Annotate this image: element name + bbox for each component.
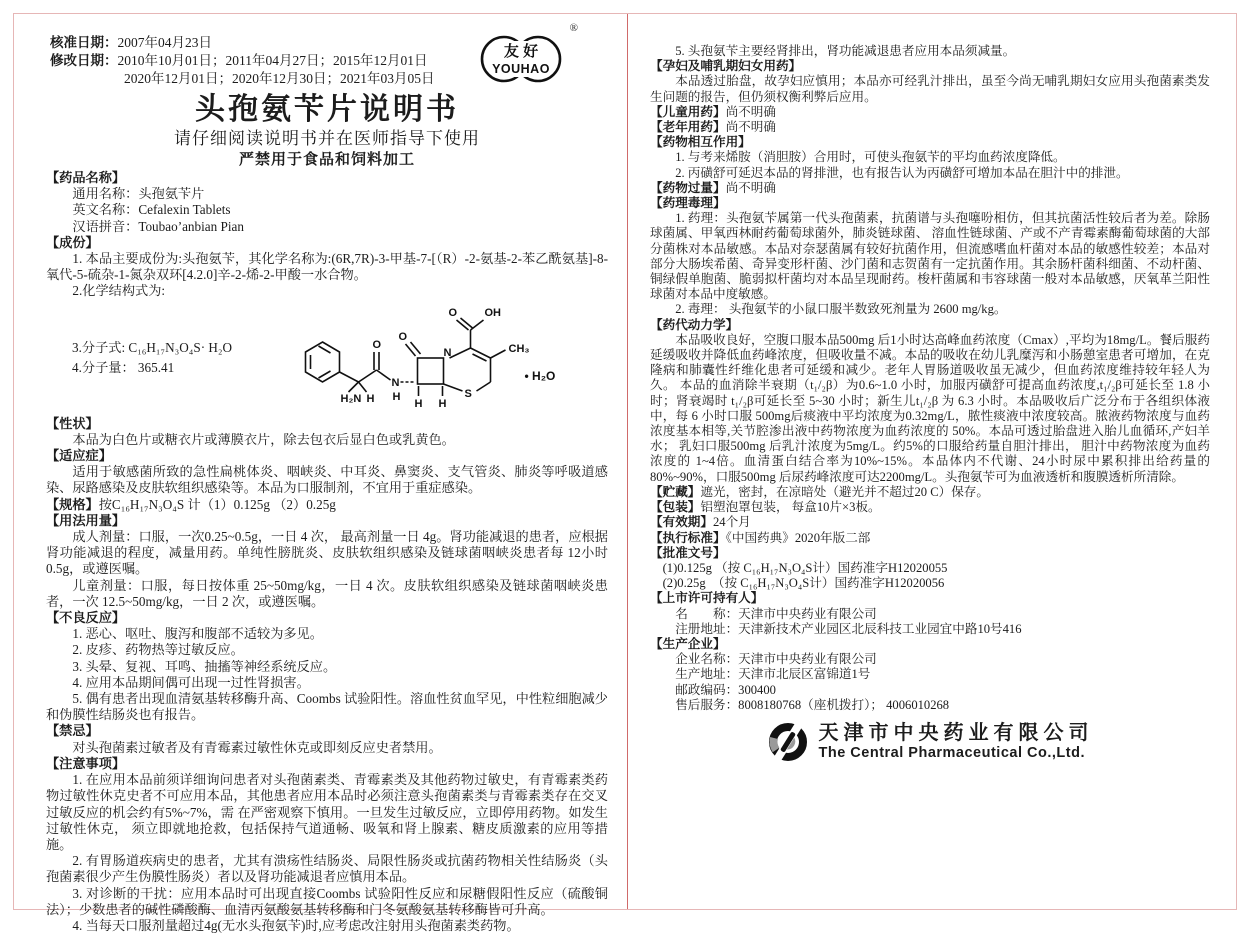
validity-line xyxy=(650,515,1210,530)
youhao-en-text: YOUHAO xyxy=(492,62,550,76)
composition-structure-label: 2.化学结构式为: xyxy=(72,283,166,299)
youhao-logo-icon xyxy=(472,30,572,88)
atom-oh-label: OH xyxy=(484,306,501,319)
atom-h2n-label: H₂N xyxy=(340,392,362,405)
storage-text: 遮光，密封，在凉暗处（避光并不超过20 C）保存。 xyxy=(700,484,989,499)
contraindication-text: 对头孢菌素过敏者及有青霉素过敏性休克或即刻反应史者禁用。 xyxy=(72,739,442,755)
section-title-overdose: 【药物过量】 xyxy=(650,180,726,195)
drug-english-name: 英文名称：Cefalexin Tablets xyxy=(72,202,231,218)
atom-h-amide-label: H xyxy=(392,390,401,403)
company-logo-block xyxy=(650,721,1210,763)
atom-n-ring-label: N xyxy=(443,346,452,359)
pharmacology-text: 1. 药理：头孢氨苄属第一代头孢菌素，抗菌谱与头孢噻吩相仿，但其抗菌活性较后者为差。除肠球菌属、甲氧西林耐药葡萄球菌外，肺炎链球菌、 溶血性链球菌、产或不产青霉素酶葡萄球菌的大部分菌株对本品敏感。本品对奈瑟菌属有较好抗菌作用，但流感嗜血杆菌对本品的敏感性较差；本品对部分大肠埃希菌、奇异变形杆菌、沙门菌和志贺菌有一定抗菌作用。其余肠杆菌科细菌、不动杆菌、铜绿假单胞菌、脆弱拟杆菌均对本品呈现耐药。梭杆菌属和韦容球菌一般对本品敏感，厌氧革兰阳性球菌对本品中度敏感。 xyxy=(650,211,1210,302)
spec-line xyxy=(46,497,608,513)
leaflet-subtitle: 请仔细阅读说明书并在医师指导下使用 xyxy=(174,129,480,148)
left-column xyxy=(46,22,608,934)
registered-trademark-icon: ® xyxy=(569,22,578,34)
section-title-adverse: 【不良反应】 xyxy=(46,610,126,626)
molecular-info xyxy=(46,338,271,378)
section-title-storage: 【贮藏】 xyxy=(650,484,701,499)
section-title-drug-name: 【药品名称】 xyxy=(46,170,126,185)
standard-text: 《中国药典》2020年版二部 xyxy=(725,530,871,545)
dosage-child: 儿童剂量：口服，每日按体重 25~50mg/kg，一日 4 次。皮肤软组织感染及链球菌咽峡炎患者，一次 12.5~50mg/kg，一日 2 次，或遵医嘱。 xyxy=(46,577,608,609)
right-column xyxy=(650,44,1210,763)
adverse-item-2: 2. 皮疹、药物热等过敏反应。 xyxy=(72,642,244,658)
atom-n-amide-label: N xyxy=(391,376,400,389)
precaution-item-3: 3. 对诊断的干扰：应用本品时可出现直接Coombs 试验阳性反应和尿糖假阳性反应（硫酸铜法）；少数患者的碱性磷酸酶、血清丙氨酸氨基转移酶和门冬氨酸氨基转移酶皆可升高。 xyxy=(46,885,608,917)
section-title-dosage: 【用法用量】 xyxy=(46,512,126,528)
section-title-precautions: 【注意事项】 xyxy=(46,755,126,771)
atom-ch3-label: CH₃ xyxy=(508,342,530,355)
atom-o-amide-label: O xyxy=(372,338,382,351)
children-text: 尚不明确 xyxy=(725,104,776,119)
section-title-children: 【儿童用药】 xyxy=(650,104,726,119)
section-title-validity: 【有效期】 xyxy=(650,515,713,530)
children-line xyxy=(650,105,1210,120)
manufacturer-service: 售后服务：8008180768（座机拨打）； 4006010268 xyxy=(675,697,950,712)
section-title-pregnancy: 【孕妇及哺乳期妇女用药】 xyxy=(650,59,802,74)
approval-date-value: 2007年04月23日 xyxy=(117,35,212,50)
manufacturer-address: 生产地址：天津市北辰区富锦道1号 xyxy=(675,667,871,682)
elderly-line xyxy=(650,120,1210,135)
company-name-en: The Central Pharmaceutical Co.,Ltd. xyxy=(818,744,1085,761)
overdose-line xyxy=(650,181,1210,196)
title-block xyxy=(46,92,608,170)
holder-address: 注册地址：天津新技术产业园区北辰科技工业园宜中路10号416 xyxy=(675,621,1022,636)
section-title-pharmacokinetics: 【药代动力学】 xyxy=(650,317,739,332)
validity-text: 24个月 xyxy=(712,515,751,530)
interaction-item-2: 2. 丙磺舒可延迟本品的肾排泄，也有报告认为丙磺舒可增加本品在胆汁中的排泄。 xyxy=(675,165,1129,180)
standard-line xyxy=(650,531,1210,546)
precaution-item-1: 1. 在应用本品前须详细询问患者对头孢菌素类、青霉素类及其他药物过敏史，有青霉素类药物过敏性休克史者不可应用本品，其他患者应用本品时必须注意头孢菌素类与青霉素类存在交叉过敏反应的机会约有5%~7%，需 在严密观察下慎用。一旦发生过敏反应，立即停用药物。如发生过敏性休克， 须立即就地抢救，包括保持气道通畅、吸氧和肾上腺素、糖皮质激素的应用等措施。 xyxy=(46,772,608,852)
leaflet-title: 头孢氨苄片说明书 xyxy=(195,93,459,126)
section-title-standard: 【执行标准】 xyxy=(650,530,726,545)
adverse-item-5: 5. 偶有患者出现血清氨基转移酶升高、Coombs 试验阳性。溶血性贫血罕见，中性粒细胞减少和伪膜性结肠炎也有报告。 xyxy=(46,691,608,723)
company-name-cn: 天津市中央药业有限公司 xyxy=(818,721,1094,744)
manufacturer-zip: 邮政编码：300400 xyxy=(675,682,776,697)
drug-pinyin-name: 汉语拼音：Toubao’anbian Pian xyxy=(72,218,244,234)
adverse-item-4: 4. 应用本品期间偶可出现一过性肾损害。 xyxy=(72,674,310,690)
drug-generic-name: 通用名称：头孢氨苄片 xyxy=(72,186,205,202)
section-title-composition: 【成份】 xyxy=(46,234,99,250)
revision-date-label: 修改日期： xyxy=(50,53,118,68)
composition-chemical-name: 1. 本品主要成份为:头孢氨苄，其化学名称为:(6R,7R)-3-甲基-7-[（R）-2-氨基-2-苯乙酰氨基]-8-氧代-5-硫杂-1-氮杂双环[4.2.0]辛-2-烯-2-甲酸一水合物。 xyxy=(46,251,608,283)
indications-text: 适用于敏感菌所致的急性扁桃体炎、咽峡炎、中耳炎、鼻窦炎、支气管炎、肺炎等呼吸道感染、尿路感染及皮肤软组织感染等。本品为口服制剂，不宜用于重症感染。 xyxy=(46,464,608,496)
section-title-indications: 【适应症】 xyxy=(46,448,112,464)
section-title-spec: 【规格】 xyxy=(46,496,99,512)
chemical-structure-row xyxy=(46,302,608,414)
atom-o-cooh-label: O xyxy=(448,306,458,319)
atom-h-label: H xyxy=(366,392,375,405)
section-title-approval-number: 【批准文号】 xyxy=(650,545,726,560)
approval-number-1: (1)0.125g （按 C₁₆H₁₇N₃O₄S计）国药准字H12020055 xyxy=(662,560,948,575)
character-text: 本品为白色片或糖衣片或薄膜衣片，除去包衣后显白色或乳黄色。 xyxy=(72,431,455,447)
youhao-cn-text: 友 好 xyxy=(503,43,539,60)
storage-line xyxy=(650,485,1210,500)
pregnancy-text: 本品透过胎盘，故孕妇应慎用；本品亦可经乳汁排出，虽至今尚无哺乳期妇女应用头孢菌素类发生问题的报告，但仍须权衡利弊后应用。 xyxy=(650,74,1210,104)
section-title-manufacturer: 【生产企业】 xyxy=(650,636,726,651)
revision-date-values-1: 2010年10月01日；2011年04月27日；2015年12月01日 xyxy=(117,53,428,68)
chemical-structure-diagram xyxy=(271,302,608,414)
manufacturer-name: 企业名称：天津市中央药业有限公司 xyxy=(675,652,877,667)
revision-date-values-2: 2020年12月01日；2020年12月30日；2021年03月05日 xyxy=(124,71,435,86)
pharmacokinetics-text: 本品吸收良好，空腹口服本品500mg 后1小时达高峰血药浓度（Cmax）,平均为18mg/L。餐后服药延缓吸收并降低血药峰浓度，但吸收量不减。本品的吸收在幼儿乳糜泻和小肠憩室患者可增加，在克隆病和肺囊性纤维化患者可延缓和减少。老年人胃肠道吸收虽无减少，但血药浓度维持较年轻人为久。 本品的血消除半衰期（t₁/₂β）为0.6~1.0 小时，加服丙磺舒可提高血药浓度,t₁/₂β可延长至 1.8 小时；肾衰竭时 t₁/₂β可延长至 5~30 小时；新生儿t₁/₂β 为 6.3 小时。本品吸收后广泛分布于各组织体液中，每 6 小时口服 500mg后痰液中平均浓度为0.32mg/L，脓性痰液中浓度较高。脓液药物浓度与血药浓度基本相等,关节腔渗出液中药物浓度为血药浓度的 50%。本品可透过胎盘进入胎儿血循环,产妇羊水； 乳妇口服500mg 后乳汁浓度为5mg/L。约5%的口服给药量自胆汁排出， 胆汁中药物浓度为血药浓度的 1~4倍。血清蛋白结合率为10%~15%。本品体内不代谢、24小时尿中累积排出给药量的80%~90%，口服500mg 后尿药峰浓度可达2200mg/L。头孢氨苄可为血液透析和腹膜透析所清除。 xyxy=(650,332,1210,484)
dates-block xyxy=(46,22,608,88)
section-title-pharmacology: 【药理毒理】 xyxy=(650,196,726,211)
section-title-contraindication: 【禁忌】 xyxy=(46,723,99,739)
column-divider xyxy=(627,14,628,909)
package-line xyxy=(650,500,1210,515)
interaction-item-1: 1. 与考来烯胺（消胆胺）合用时，可使头孢氨苄的平均血药浓度降低。 xyxy=(675,150,1066,165)
section-title-character: 【性状】 xyxy=(46,415,99,431)
toxicology-text: 2. 毒理： 头孢氨苄的小鼠口服半数致死剂量为 2600 mg/kg。 xyxy=(675,302,1007,317)
company-emblem-icon xyxy=(767,721,809,763)
molecular-formula: 3.分子式: C₁₆H₁₇N₃O₄S· H₂O xyxy=(72,339,233,355)
precaution-item-5: 5. 头孢氨苄主要经肾排出，肾功能减退患者应用本品须减量。 xyxy=(675,44,1016,58)
holder-name: 名 称：天津市中央药业有限公司 xyxy=(675,606,877,621)
section-title-package: 【包装】 xyxy=(650,500,701,515)
approval-date-label: 核准日期： xyxy=(50,35,118,50)
molecular-weight: 4.分子量： 365.41 xyxy=(72,359,175,375)
hydrate-label: • H₂O xyxy=(524,368,556,383)
youhao-brand-logo xyxy=(470,22,578,93)
food-feed-warning: 严禁用于食品和饲料加工 xyxy=(238,151,415,168)
package-text: 铝塑泡罩包装， 每盒10片×3板。 xyxy=(700,500,881,515)
approval-number-2: (2)0.25g （按 C₁₆H₁₇N₃O₄S计）国药准字H12020056 xyxy=(662,576,945,591)
section-title-interactions: 【药物相互作用】 xyxy=(650,135,751,150)
section-title-elderly: 【老年用药】 xyxy=(650,120,726,135)
precaution-item-2: 2. 有胃肠道疾病史的患者，尤其有溃疡性结肠炎、局限性肠炎或抗菌药物相关性结肠炎（头孢菌素很少产生伪膜性肠炎）者以及肾功能减退者应慎用本品。 xyxy=(46,853,608,885)
atom-o-lactam-label: O xyxy=(398,330,408,343)
dosage-adult: 成人剂量：口服，一次0.25~0.5g，一日 4 次， 最高剂量一日 4g。肾功能减退的患者，应根据肾功能减退的程度，减量用药。单纯性膀胱炎、皮肤软组织感染及链球菌咽峡炎患者每 12小时 0.5g，或遵医嘱。 xyxy=(46,529,608,577)
spec-text: 按C₁₆H₁₇N₃O₄S 计（1）0.125g （2）0.25g xyxy=(98,496,336,512)
company-names xyxy=(819,722,1094,762)
elderly-text: 尚不明确 xyxy=(725,120,776,135)
section-title-holder: 【上市许可持有人】 xyxy=(650,591,764,606)
adverse-item-1: 1. 恶心、呕吐、腹泻和腹部不适较为多见。 xyxy=(72,626,323,642)
atom-h-ring1-label: H xyxy=(414,397,423,410)
adverse-item-3: 3. 头晕、复视、耳鸣、抽搐等神经系统反应。 xyxy=(72,658,337,674)
precaution-item-4: 4. 当每天口服剂量超过4g(无水头孢氨苄)时,应考虑改注射用头孢菌素类药物。 xyxy=(72,917,520,933)
overdose-text: 尚不明确 xyxy=(725,180,776,195)
atom-h-ring2-label: H xyxy=(438,397,447,410)
atom-s-ring-label: S xyxy=(464,387,472,400)
